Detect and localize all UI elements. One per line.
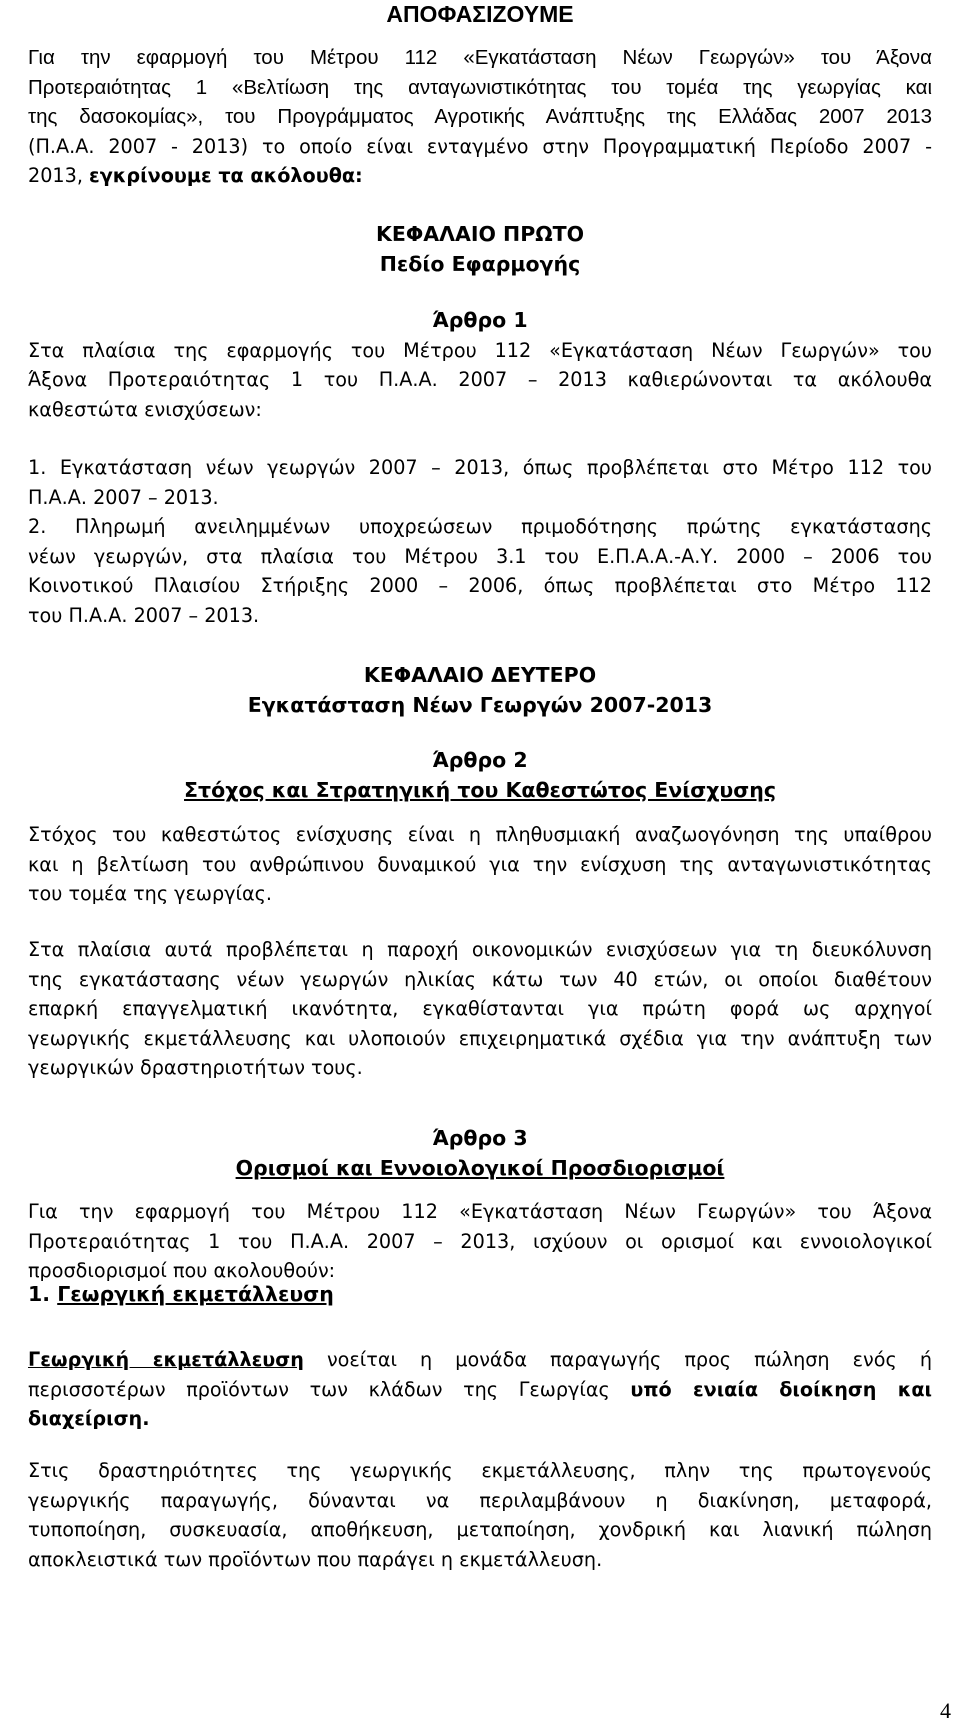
definition-bold-text: υπό ενιαία διοίκηση και <box>630 1377 932 1401</box>
definition-title: Γεωργική εκμετάλλευση <box>57 1282 334 1306</box>
list-item: Κοινοτικού Πλαισίου Στήριξης 2000 – 2006, όπως προβλέπεται στο Μέτρο 112 <box>28 574 932 597</box>
article-subtitle: Στόχος και Στρατηγική του Καθεστώτος Ενίσχυσης <box>184 777 776 802</box>
paragraph-line: της εγκατάστασης νέων γεωργών ηλικίας κάτω των 40 ετών, οι οποίοι διαθέτουν <box>28 967 932 991</box>
paragraph-line: προσδιορισμοί που ακολουθούν: <box>28 1259 336 1282</box>
chapter-subtitle: Πεδίο Εφαρμογής <box>379 251 581 276</box>
definition-text: περισσοτέρων προϊόντων των κλάδων της Γεωργίας <box>28 1377 631 1401</box>
definition-number: 1. <box>28 1282 58 1306</box>
paragraph-line: γεωργικών δραστηριοτήτων τους. <box>28 1056 363 1079</box>
article-subtitle: Ορισμοί και Εννοιολογικοί Προσδιορισμοί <box>235 1155 725 1180</box>
article-title: Άρθρο 1 <box>432 308 528 332</box>
chapter-title: ΚΕΦΑΛΑΙΟ ΠΡΩΤΟ <box>375 222 585 246</box>
paragraph-line: Για την εφαρμογή του Μέτρου 112 «Εγκατάσταση Νέων Γεωργών» του Άξονα <box>28 1200 932 1223</box>
paragraph-line: του τομέα της γεωργίας. <box>28 882 273 905</box>
paragraph-line: αποκλειστικά των προϊόντων που παράγει η εκμετάλλευση. <box>28 1547 603 1571</box>
article-title: Άρθρο 2 <box>432 748 528 772</box>
page-number: 4 <box>940 1698 951 1723</box>
article-three-paragraph-2 <box>28 1456 932 1574</box>
definition-text: νοείται η μονάδα παραγωγής προς πώληση ενός ή <box>303 1348 932 1371</box>
chapter-one-heading <box>28 220 932 279</box>
intro-line: Για την εφαρμογή του Μέτρου 112 «Εγκατάσταση Νέων Γεωργών» του Άξονα <box>28 46 932 69</box>
paragraph-line: επαρκή επαγγελματική ικανότητα, εγκαθίστανται για πρώτη φορά ως αρχηγοί <box>28 997 932 1020</box>
article-one-list <box>28 453 932 630</box>
article-three-heading <box>28 1124 932 1183</box>
article-line: Στα πλαίσια της εφαρμογής του Μέτρου 112 «Εγκατάσταση Νέων Γεωργών» του <box>28 338 932 362</box>
intro-line: της δασοκομίας», του Προγράμματος Αγροτικής Ανάπτυξης της Ελλάδας 2007 2013 <box>28 105 932 128</box>
article-title: Άρθρο 3 <box>432 1126 528 1150</box>
decision-heading: ΑΠΟΦΑΣΙΖΟΥΜΕ <box>386 1 574 27</box>
paragraph-line: τυποποίηση, συσκευασία, αποθήκευση, μεταποίηση, χονδρική και λιανική πώληση <box>28 1518 932 1541</box>
list-item: 1. Εγκατάσταση νέων γεωργών 2007 – 2013, όπως προβλέπεται στο Μέτρο 112 του <box>28 456 932 479</box>
article-three-paragraph-1 <box>28 1197 932 1286</box>
main-heading <box>28 0 932 30</box>
article-two-heading <box>28 746 932 805</box>
intro-line: (Π.Α.Α. 2007 - 2013) το οποίο είναι ενταγμένο στην Προγραμματική Περίοδο 2007 - <box>28 134 932 158</box>
intro-line: Προτεραιότητας 1 «Βελτίωση της ανταγωνιστικότητας του τομέα της γεωργίας και <box>28 75 932 99</box>
paragraph-line: Στις δραστηριότητες της γεωργικής εκμετάλλευσης, πλην της πρωτογενούς <box>28 1459 932 1482</box>
article-two-paragraph-1 <box>28 820 932 909</box>
paragraph-line: γεωργικής παραγωγής, δύνανται να περιλαμβάνουν η διακίνηση, μεταφορά, <box>28 1488 932 1512</box>
chapter-two-heading <box>28 661 932 720</box>
article-one <box>28 306 932 424</box>
paragraph-line: Στόχος του καθεστώτος ενίσχυσης είναι η πληθυσμιακή αναζωογόνηση της υπαίθρου <box>28 823 932 846</box>
list-item: νέων γεωργών, στα πλαίσια του Μέτρου 3.1 του Ε.Π.Α.Α.-Α.Υ. 2000 – 2006 του <box>28 544 932 568</box>
intro-line <box>28 161 932 191</box>
article-two-paragraph-2 <box>28 935 932 1083</box>
chapter-title: ΚΕΦΑΛΑΙΟ ΔΕΥΤΕΡΟ <box>363 663 597 687</box>
definition-heading <box>28 1280 932 1310</box>
paragraph-line <box>28 1375 932 1405</box>
article-line: Άξονα Προτεραιότητας 1 του Π.Α.Α. 2007 – 2013 καθιερώνονται τα ακόλουθα <box>28 368 932 391</box>
paragraph-line: γεωργικής εκμετάλλευσης και υλοποιούν επιχειρηματικά σχέδια για την ανάπτυξη των <box>28 1026 932 1050</box>
list-item: Π.Α.Α. 2007 – 2013. <box>28 485 219 509</box>
paragraph-line: διαχείριση. <box>28 1407 150 1430</box>
list-item: του Π.Α.Α. 2007 – 2013. <box>28 603 260 627</box>
chapter-subtitle: Εγκατάσταση Νέων Γεωργών 2007-2013 <box>247 692 713 717</box>
paragraph-line: και η βελτίωση του ανθρώπινου δυναμικού για την ενίσχυση της ανταγωνιστικότητας <box>28 852 932 876</box>
definition-paragraph <box>28 1345 932 1434</box>
article-line: καθεστώτα ενισχύσεων: <box>28 397 262 421</box>
intro-paragraph <box>28 43 932 191</box>
definition-title-line <box>28 1280 932 1310</box>
paragraph-line: Προτεραιότητας 1 του Π.Α.Α. 2007 – 2013, ισχύουν οι ορισμοί και εννοιολογικοί <box>28 1229 932 1253</box>
paragraph-line <box>28 1345 932 1375</box>
intro-bold-text: εγκρίνουμε τα ακόλουθα: <box>89 164 363 187</box>
defined-term: Γεωργική εκμετάλλευση <box>28 1348 304 1371</box>
paragraph-line: Στα πλαίσια αυτά προβλέπεται η παροχή οικονομικών ενισχύσεων για τη διευκόλυνση <box>28 938 932 961</box>
intro-text: 2013, <box>28 164 90 187</box>
list-item: 2. Πληρωμή ανειλημμένων υποχρεώσεων πριμοδότησης πρώτης εγκατάστασης <box>28 515 932 538</box>
